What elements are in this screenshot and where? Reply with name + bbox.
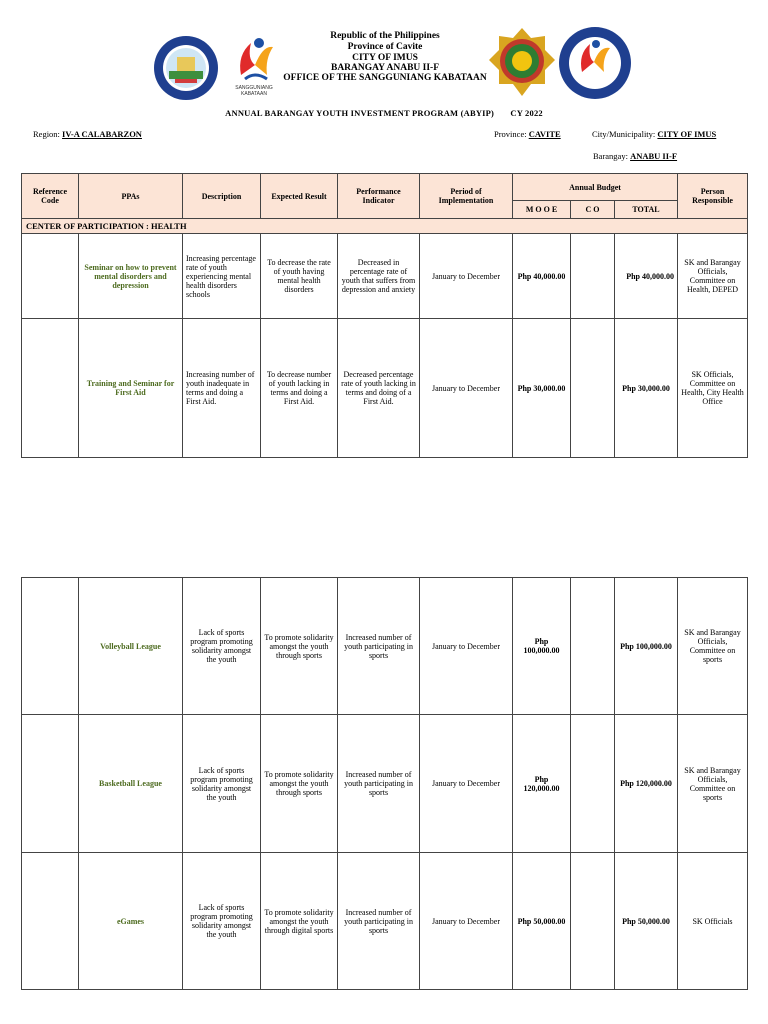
document-title: ANNUAL BARANGAY YOUTH INVESTMENT PROGRAM (ABYIP) CY 2022 <box>225 108 543 118</box>
col-ppas: PPAs <box>79 174 183 219</box>
region-value: IV-A CALABARZON <box>62 129 142 139</box>
city-field <box>592 129 716 139</box>
col-reference-code: Reference Code <box>22 174 79 219</box>
indicator-cell: Increased number of youth participating in sports <box>338 715 420 853</box>
description-cell: Lack of sports program promoting solidarity amongst the youth <box>183 578 261 715</box>
mooe-cell: Php 40,000.00 <box>513 234 571 319</box>
ppa-cell: Basketball League <box>79 715 183 853</box>
expected-result-cell: To promote solidarity amongst the youth through digital sports <box>261 853 338 990</box>
barangay-field <box>593 151 677 161</box>
region-field <box>33 129 142 139</box>
person-cell: SK and Barangay Officials, Committee on sports <box>678 578 748 715</box>
ref-code-cell <box>22 319 79 458</box>
total-cell: Php 50,000.00 <box>615 853 678 990</box>
ref-code-cell <box>22 715 79 853</box>
ref-code-cell <box>22 853 79 990</box>
region-label: Region: <box>33 129 60 139</box>
header-office: OFFICE OF THE SANGGUNIANG KABATAAN <box>283 73 487 83</box>
header-province: Province of Cavite <box>347 42 423 52</box>
co-cell <box>571 319 615 458</box>
province-label: Province: <box>494 129 527 139</box>
period-cell: January to December <box>420 578 513 715</box>
col-mooe: M O O E <box>513 201 571 219</box>
total-cell: Php 100,000.00 <box>615 578 678 715</box>
barangay-value: ANABU II-F <box>630 151 678 161</box>
ppa-cell: Volleyball League <box>79 578 183 715</box>
mooe-cell: Php 50,000.00 <box>513 853 571 990</box>
city-of-imus-seal <box>153 35 219 101</box>
col-expected-result: Expected Result <box>261 174 338 219</box>
city-value: CITY OF IMUS <box>657 129 717 139</box>
indicator-cell: Decreased percentage rate of youth lacking in terms and doing of a First Aid. <box>338 319 420 458</box>
co-cell <box>571 853 615 990</box>
table-row <box>22 715 748 853</box>
expected-result-cell: To promote solidarity amongst the youth through sports <box>261 715 338 853</box>
indicator-cell: Increased number of youth participating in sports <box>338 578 420 715</box>
table-row <box>22 853 748 990</box>
city-label: City/Municipality: <box>592 129 656 139</box>
period-cell: January to December <box>420 715 513 853</box>
col-performance-indicator: Performance Indicator <box>338 174 420 219</box>
barangay-label: Barangay: <box>593 151 628 161</box>
period-cell: January to December <box>420 853 513 990</box>
col-total: TOTAL <box>615 201 678 219</box>
co-cell <box>571 578 615 715</box>
ppa-cell: Training and Seminar for First Aid <box>79 319 183 458</box>
col-person-responsible: Person Responsible <box>678 174 748 219</box>
co-cell <box>571 715 615 853</box>
description-cell: Increasing percentage rate of youth experiencing mental health disorders schools <box>183 234 261 319</box>
sk-anabu-seal <box>558 26 632 100</box>
table-row <box>22 234 748 319</box>
sk-logo-text: SANGGUNIANG KABATAAN <box>235 85 273 97</box>
description-cell: Lack of sports program promoting solidarity amongst the youth <box>183 715 261 853</box>
ppa-cell: Seminar on how to prevent mental disorders and depression <box>79 234 183 319</box>
col-annual-budget: Annual Budget <box>513 174 678 201</box>
abyip-table-health <box>21 173 748 458</box>
table-row <box>22 319 748 458</box>
header-republic: Republic of the Philippines <box>330 31 440 41</box>
header-barangay: BARANGAY ANABU II-F <box>330 63 440 73</box>
expected-result-cell: To decrease the rate of youth having mental health disorders <box>261 234 338 319</box>
person-cell: SK and Barangay Officials, Committee on Health, DEPED <box>678 234 748 319</box>
province-value: CAVITE <box>528 129 561 139</box>
period-cell: January to December <box>420 234 513 319</box>
person-cell: SK Officials <box>678 853 748 990</box>
col-description: Description <box>183 174 261 219</box>
person-cell: SK and Barangay Officials, Committee on sports <box>678 715 748 853</box>
person-cell: SK Officials, Committee on Health, City Health Office <box>678 319 748 458</box>
expected-result-cell: To decrease number of youth lacking in terms and doing a First Aid. <box>261 319 338 458</box>
period-cell: January to December <box>420 319 513 458</box>
col-co: C O <box>571 201 615 219</box>
abyip-table-sports <box>21 577 748 990</box>
indicator-cell: Decreased in percentage rate of youth that suffers from depression and anxiety <box>338 234 420 319</box>
description-cell: Lack of sports program promoting solidarity amongst the youth <box>183 853 261 990</box>
ppa-cell: eGames <box>79 853 183 990</box>
total-cell: Php 120,000.00 <box>615 715 678 853</box>
total-cell: Php 30,000.00 <box>615 319 678 458</box>
total-cell: Php 40,000.00 <box>615 234 678 319</box>
section-health: CENTER OF PARTICIPATION : HEALTH <box>22 219 748 234</box>
ref-code-cell <box>22 234 79 319</box>
province-field <box>494 129 561 139</box>
indicator-cell: Increased number of youth participating in sports <box>338 853 420 990</box>
co-cell <box>571 234 615 319</box>
mooe-cell: Php 100,000.00 <box>513 578 571 715</box>
ref-code-cell <box>22 578 79 715</box>
table-row <box>22 578 748 715</box>
header-city: CITY OF IMUS <box>352 53 418 63</box>
expected-result-cell: To promote solidarity amongst the youth through sports <box>261 578 338 715</box>
mooe-cell: Php 120,000.00 <box>513 715 571 853</box>
description-cell: Increasing number of youth inadequate in terms and doing a First Aid. <box>183 319 261 458</box>
mooe-cell: Php 30,000.00 <box>513 319 571 458</box>
col-period: Period of Implementation <box>420 174 513 219</box>
